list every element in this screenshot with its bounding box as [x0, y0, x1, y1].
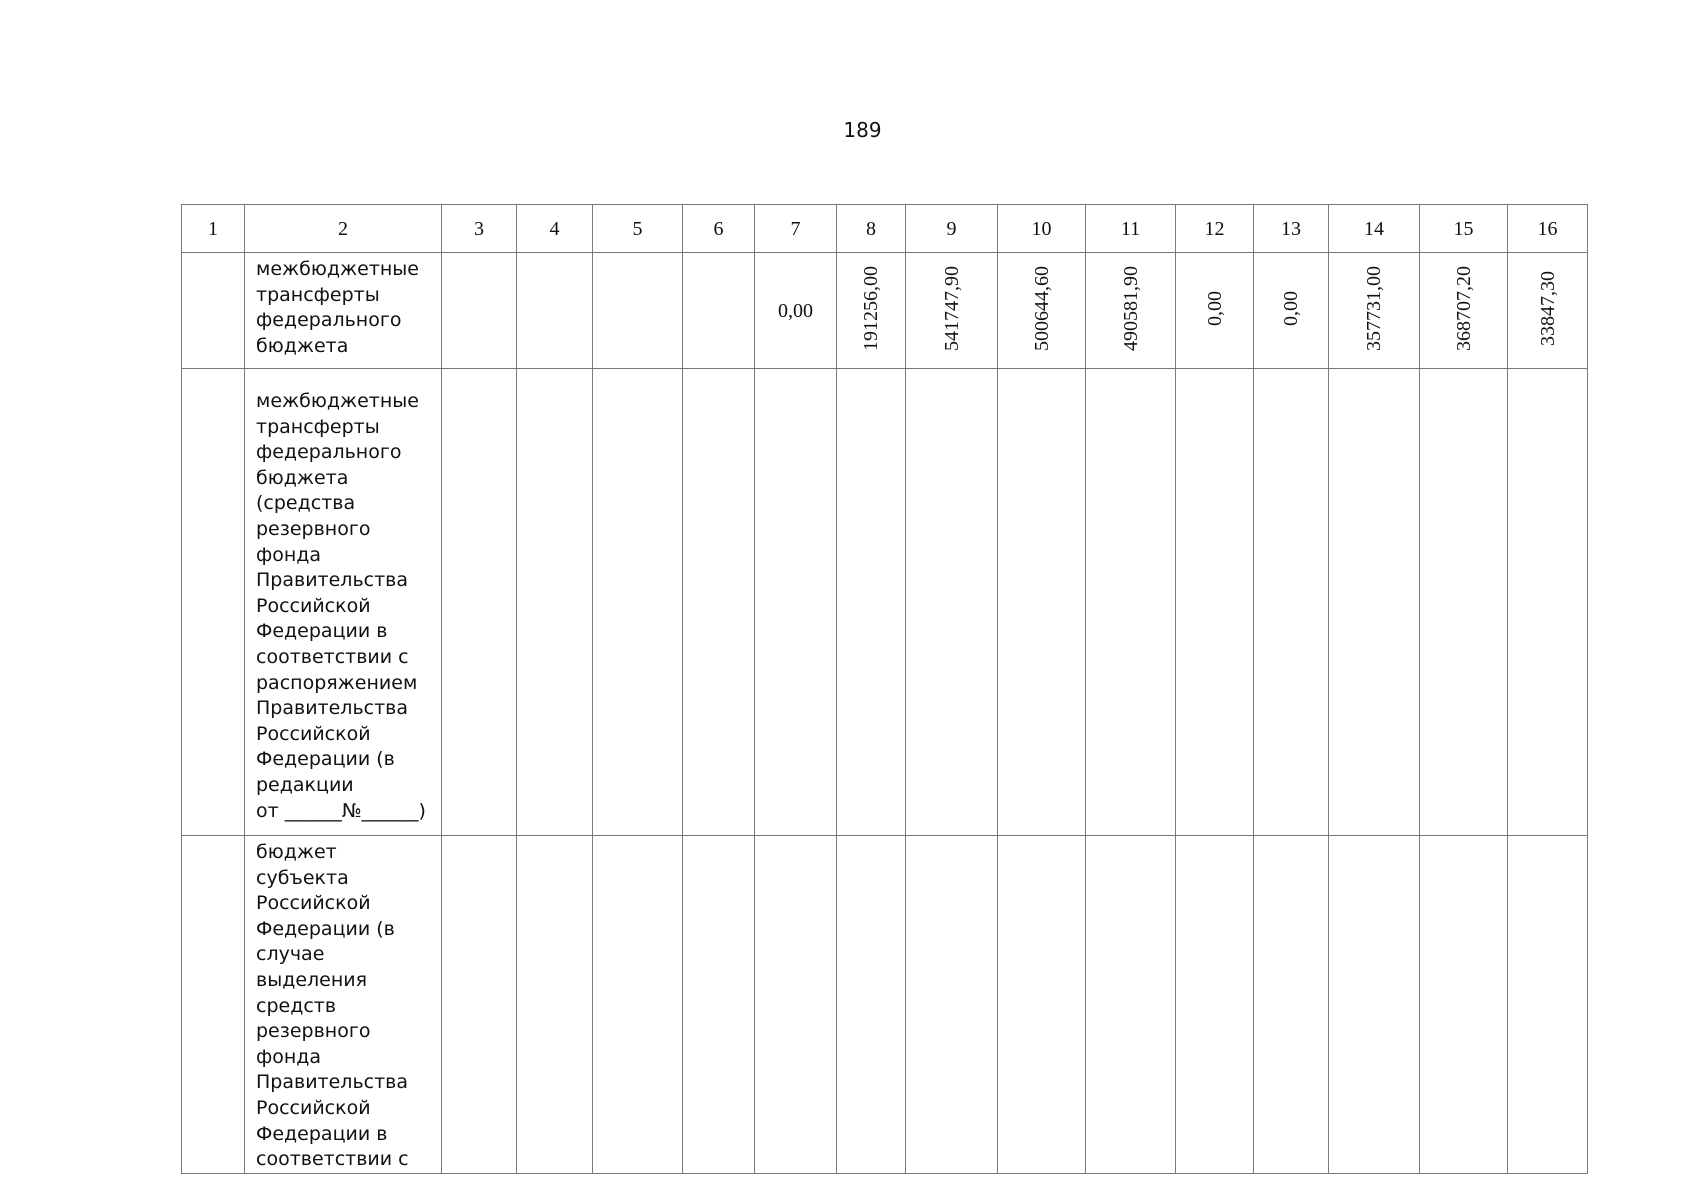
table-cell — [1176, 369, 1254, 836]
table-cell — [1176, 253, 1254, 369]
value-col7: 0,00 — [778, 299, 813, 322]
column-header: 2 — [245, 205, 442, 253]
value-col14: 357731,00 — [1363, 266, 1385, 351]
table-cell — [906, 836, 998, 1174]
table-cell — [998, 836, 1086, 1174]
row-description: межбюджетные трансферты федерального бюджета (средства резервного фонда Правительства Российской Федерации в соответствии с распоряжением Правительства Российской Федерации (в редакции от ______№______) — [245, 369, 442, 836]
column-header: 7 — [755, 205, 837, 253]
header-row — [182, 205, 1588, 253]
table-cell — [517, 253, 593, 369]
column-header: 9 — [906, 205, 998, 253]
table-cell — [1420, 369, 1508, 836]
table-cell — [442, 836, 517, 1174]
table-cell — [593, 253, 683, 369]
table-cell — [1086, 369, 1176, 836]
table-cell — [837, 253, 906, 369]
table-cell — [906, 369, 998, 836]
value-col12: 0,00 — [1203, 291, 1226, 326]
table-cell — [517, 836, 593, 1174]
column-header: 10 — [998, 205, 1086, 253]
table-cell — [1254, 253, 1329, 369]
table-cell — [906, 253, 998, 369]
table-cell — [182, 836, 245, 1174]
table-cell — [593, 836, 683, 1174]
table-cell — [1329, 836, 1420, 1174]
table-cell — [1254, 836, 1329, 1174]
table-cell — [755, 369, 837, 836]
table-cell — [442, 369, 517, 836]
value-col13: 0,00 — [1280, 291, 1302, 326]
page-number: 189 — [843, 118, 882, 142]
table-cell — [837, 836, 906, 1174]
column-header: 8 — [837, 205, 906, 253]
column-header: 6 — [683, 205, 755, 253]
table-cell — [593, 369, 683, 836]
row-description: бюджет субъекта Российской Федерации (в случае выделения средств резервного фонда Правительства Российской Федерации в соответствии с — [245, 836, 442, 1174]
column-header: 15 — [1420, 205, 1508, 253]
table-cell — [837, 369, 906, 836]
column-header: 3 — [442, 205, 517, 253]
table-cell — [683, 836, 755, 1174]
table-cell — [182, 369, 245, 836]
table-cell — [1086, 253, 1176, 369]
value-col11: 490581,90 — [1119, 266, 1142, 351]
column-header: 13 — [1254, 205, 1329, 253]
table-cell — [1508, 369, 1588, 836]
value-col10: 500644,60 — [1030, 266, 1053, 351]
table-cell — [1254, 369, 1329, 836]
column-header: 1 — [182, 205, 245, 253]
table-cell — [998, 369, 1086, 836]
table-cell — [442, 253, 517, 369]
value-col9: 541747,90 — [940, 266, 963, 351]
row-description: межбюджетные трансферты федерального бюджета — [245, 253, 442, 369]
column-header: 11 — [1086, 205, 1176, 253]
column-header: 12 — [1176, 205, 1254, 253]
table-cell — [1329, 253, 1420, 369]
table-cell — [755, 836, 837, 1174]
table-cell — [1086, 836, 1176, 1174]
table-cell — [683, 253, 755, 369]
column-header: 16 — [1508, 205, 1588, 253]
column-header: 5 — [593, 205, 683, 253]
value-col15: 368707,20 — [1452, 266, 1475, 351]
table-cell — [517, 369, 593, 836]
table-row — [182, 836, 1588, 1174]
table-cell — [1420, 836, 1508, 1174]
table-cell — [1176, 836, 1254, 1174]
table-cell — [683, 369, 755, 836]
table-row — [182, 369, 1588, 836]
table-cell — [1508, 253, 1588, 369]
value-col8: 191256,00 — [860, 266, 882, 351]
table-row — [182, 253, 1588, 369]
column-header: 14 — [1329, 205, 1420, 253]
table-cell — [755, 253, 837, 369]
budget-table — [181, 204, 1588, 1174]
table-cell — [1508, 836, 1588, 1174]
table-cell — [1420, 253, 1508, 369]
table-cell — [182, 253, 245, 369]
table-cell — [1329, 369, 1420, 836]
value-col16: 33847,30 — [1536, 271, 1559, 346]
column-header: 4 — [517, 205, 593, 253]
table-cell — [998, 253, 1086, 369]
